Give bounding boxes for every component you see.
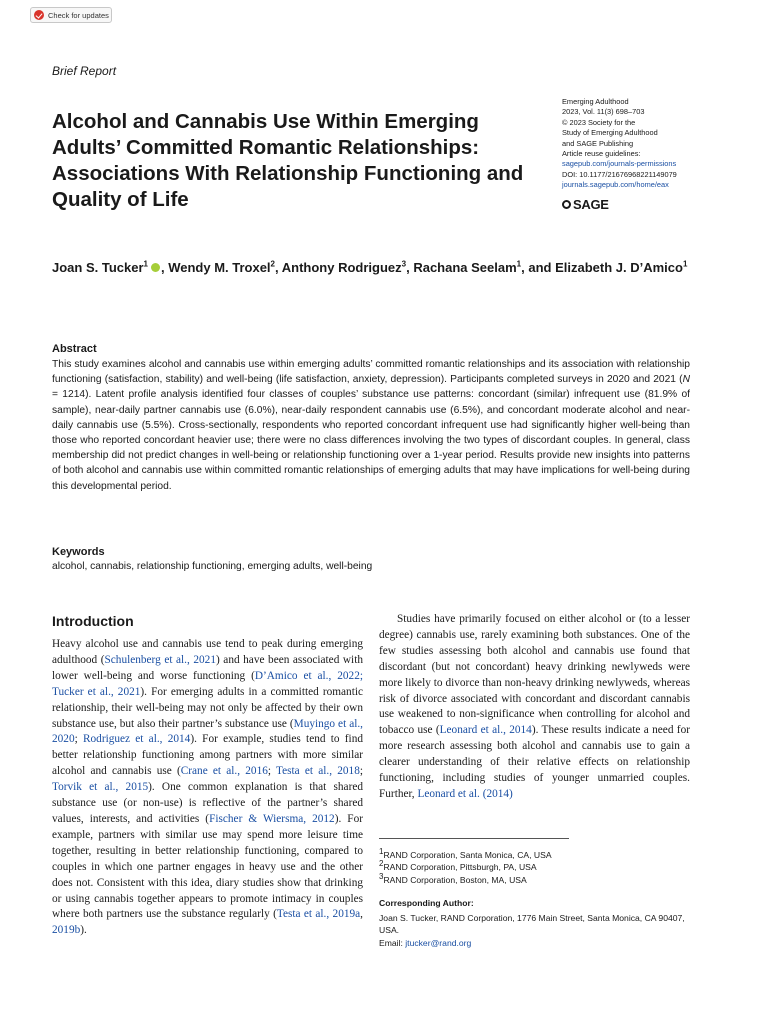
author-separator: , bbox=[160, 260, 169, 275]
affiliation-line bbox=[379, 849, 552, 861]
journal-info-line: and SAGE Publishing bbox=[562, 138, 634, 148]
author-name: Elizabeth J. D’Amico bbox=[555, 260, 683, 275]
citation-link[interactable]: Muyingo et al., 2020 bbox=[52, 717, 363, 746]
abstract-heading: Abstract bbox=[52, 343, 97, 355]
journal-info-line: 2023, Vol. 11(3) 698–703 bbox=[562, 107, 645, 117]
text-segment: ; bbox=[74, 733, 83, 746]
keywords-body: alcohol, cannabis, relationship functioning, emerging adults, well-being bbox=[52, 561, 373, 572]
check-for-updates-label: Check for updates bbox=[48, 10, 109, 20]
author-separator: , and bbox=[521, 260, 556, 275]
email-label: Email: bbox=[379, 937, 406, 948]
introduction-heading: Introduction bbox=[52, 613, 134, 629]
italic-text: N bbox=[682, 374, 690, 386]
intro-paragraph bbox=[379, 612, 690, 803]
footnote-divider bbox=[379, 838, 569, 839]
text-segment: Heavy alcohol use and cannabis use tend to peak during emerging adulthood ( bbox=[52, 638, 363, 666]
author-separator: , bbox=[275, 260, 282, 275]
citation-link[interactable]: Leonard et al., 2014 bbox=[439, 724, 532, 737]
author-affiliation-mark: 1 bbox=[682, 259, 688, 269]
journal-info-line: © 2023 Society for the bbox=[562, 117, 636, 127]
citation-link[interactable]: Rodriguez et al., 2014 bbox=[82, 733, 191, 746]
corresponding-author-details bbox=[379, 912, 689, 949]
journal-info-line: Article reuse guidelines: bbox=[562, 149, 641, 159]
text-segment: , bbox=[360, 908, 363, 921]
author-name: Joan S. Tucker bbox=[52, 260, 144, 275]
affiliation-text: RAND Corporation, Pittsburgh, PA, USA bbox=[383, 862, 537, 873]
author-name: Anthony Rodriguez bbox=[281, 260, 402, 275]
text-segment: ) and have been associated with lower well-being and worse functioning ( bbox=[52, 653, 363, 682]
article-title: Alcohol and Cannabis Use Within Emerging Adults’ Committed Romantic Relationships: Associations With Relationship Functioning and Quality of Life bbox=[52, 110, 524, 211]
email-link[interactable]: jtucker@rand.org bbox=[405, 937, 472, 948]
orcid-icon[interactable] bbox=[151, 263, 160, 272]
text-segment: ). For example, partners with similar use may spend more leisure time together, resulting in better relationship functioning, compared to couples in which one partner engages in heavy use and the other does not. Consistent with this idea, diary studies show that drinking or using cannabis together appears to promote intimacy in couples where both partners use the substance regularly ( bbox=[52, 812, 363, 921]
corresponding-author-heading: Corresponding Author: bbox=[379, 898, 474, 908]
author-name: Wendy M. Troxel bbox=[168, 260, 271, 275]
corresponding-email-line bbox=[379, 937, 689, 949]
article-type: Brief Report bbox=[52, 64, 117, 78]
journal-info-line: Study of Emerging Adulthood bbox=[562, 128, 658, 138]
abstract-body bbox=[52, 357, 690, 494]
text-segment: ). One common explanation is that shared substance use (or non-use) is reflective of the partner’s shared values, interests, and activities ( bbox=[52, 781, 363, 825]
introduction-column-1 bbox=[52, 637, 363, 939]
affiliation-mark: 2 bbox=[379, 859, 384, 869]
citation-link[interactable]: Leonard et al. (2014) bbox=[417, 787, 513, 800]
text-segment: ; bbox=[359, 765, 363, 778]
citation-link[interactable]: Schulenberg et al., 2021 bbox=[104, 653, 216, 666]
check-for-updates-button[interactable] bbox=[30, 7, 112, 23]
citation-link[interactable]: Testa et al., 2019a bbox=[276, 908, 361, 921]
author-affiliation-mark: 1 bbox=[143, 259, 148, 269]
text-segment: ). These results indicate a need for more research assessing both alcohol and cannabis use to gain a clearer understanding of their relative effects on relationship functioning, including studies of younger unmarried couples. Further, bbox=[379, 724, 690, 800]
intro-paragraph bbox=[52, 637, 363, 939]
citation-link[interactable]: Testa et al., 2018 bbox=[276, 765, 360, 778]
crossmark-icon bbox=[34, 10, 44, 20]
affiliation-line bbox=[379, 861, 552, 873]
affiliation-mark: 1 bbox=[379, 847, 384, 857]
citation-link[interactable]: 2019b bbox=[52, 924, 81, 937]
author-affiliation-mark: 2 bbox=[270, 259, 275, 269]
citation-link[interactable]: D’Amico et al., 2022; Tucker et al., 2021 bbox=[52, 669, 363, 698]
citation-link[interactable]: Torvik et al., 2015 bbox=[52, 781, 149, 794]
author-separator: , bbox=[406, 260, 414, 275]
affiliation-line bbox=[379, 871, 552, 886]
keywords-heading: Keywords bbox=[52, 546, 105, 558]
text-segment: ). For emerging adults in a committed romantic relationship, their well-being may not only be affected by their own substance use, but also their partner’s substance use ( bbox=[52, 685, 363, 730]
author-name: Rachana Seelam bbox=[413, 260, 517, 275]
author-affiliation-mark: 1 bbox=[516, 259, 522, 269]
citation-link[interactable]: Crane et al., 2016 bbox=[180, 765, 268, 778]
author-list bbox=[52, 259, 692, 277]
author-affiliation-mark: 3 bbox=[401, 259, 407, 269]
text-segment: Studies have primarily focused on either alcohol or (to a lesser degree) cannabis use, rarely examining both substances. One of the few studies assessing both alcohol and cannabis use found that discordant (but not concordant) heavy drinking newlyweds were more likely to divorce than non-heavy drinking newlyweds, whereas risk of divorce associated with concordant and discordant cannabis use weakened to non-significance when controlling for alcohol and tobacco use ( bbox=[379, 613, 690, 737]
citation-link[interactable]: Fischer & Wiersma, 2012 bbox=[209, 812, 335, 825]
affiliation-mark: 3 bbox=[379, 871, 384, 881]
journal-info bbox=[562, 97, 732, 191]
affiliations bbox=[379, 849, 552, 886]
affiliation-text: RAND Corporation, Santa Monica, CA, USA bbox=[383, 850, 552, 860]
journal-info-line: Emerging Adulthood bbox=[562, 97, 629, 106]
journal-link[interactable]: journals.sagepub.com/home/eax bbox=[562, 180, 669, 190]
introduction-column-2 bbox=[379, 612, 690, 803]
affiliation-text: RAND Corporation, Boston, MA, USA bbox=[383, 874, 527, 885]
sage-logo bbox=[562, 197, 609, 212]
text-segment: = 1214). Latent profile analysis identified four classes of couples’ substance use patterns: concordant (similar) infrequent use (81.9% of sample), near-daily partner cannabis use (6.0%), near-daily respondent cannabis use (6.5%), and concordant moderate alcohol and near-daily cannabis use (5.5%). Cross-sectionally, respondents who reported concordant infrequent use had significantly higher well-being than those who reported concordant heavier use; there were no class differences involving the two types of discordant couples. In general, class membership did not predict changes in well-being or relationship functioning over a 1-year period. Results provide new insights into patterns of both alcohol and cannabis use within committed romantic relationships of emerging adults that may have implications for well-being during this developmental period. bbox=[52, 389, 690, 492]
text-segment: This study examines alcohol and cannabis use within emerging adults’ committed romantic relationships and its association with relationship functioning (satisfaction, stability) and well-being (life satisfaction, anxiety, depression). Participants completed surveys in 2020 and 2021 ( bbox=[52, 359, 690, 386]
sage-ring-icon bbox=[562, 200, 571, 209]
text-segment: ; bbox=[267, 765, 277, 778]
journal-info-line: DOI: 10.1177/21676968221149079 bbox=[562, 169, 677, 179]
sage-logo-text: SAGE bbox=[573, 197, 609, 212]
text-segment: ). bbox=[80, 924, 87, 937]
journal-link[interactable]: sagepub.com/journals-permissions bbox=[562, 159, 677, 169]
text-segment: ). For example, studies tend to find better relationship functioning among partners with more similar alcohol and cannabis use ( bbox=[52, 733, 363, 778]
corresponding-address: Joan S. Tucker, RAND Corporation, 1776 Main Street, Santa Monica, CA 90407, USA. bbox=[379, 913, 685, 936]
